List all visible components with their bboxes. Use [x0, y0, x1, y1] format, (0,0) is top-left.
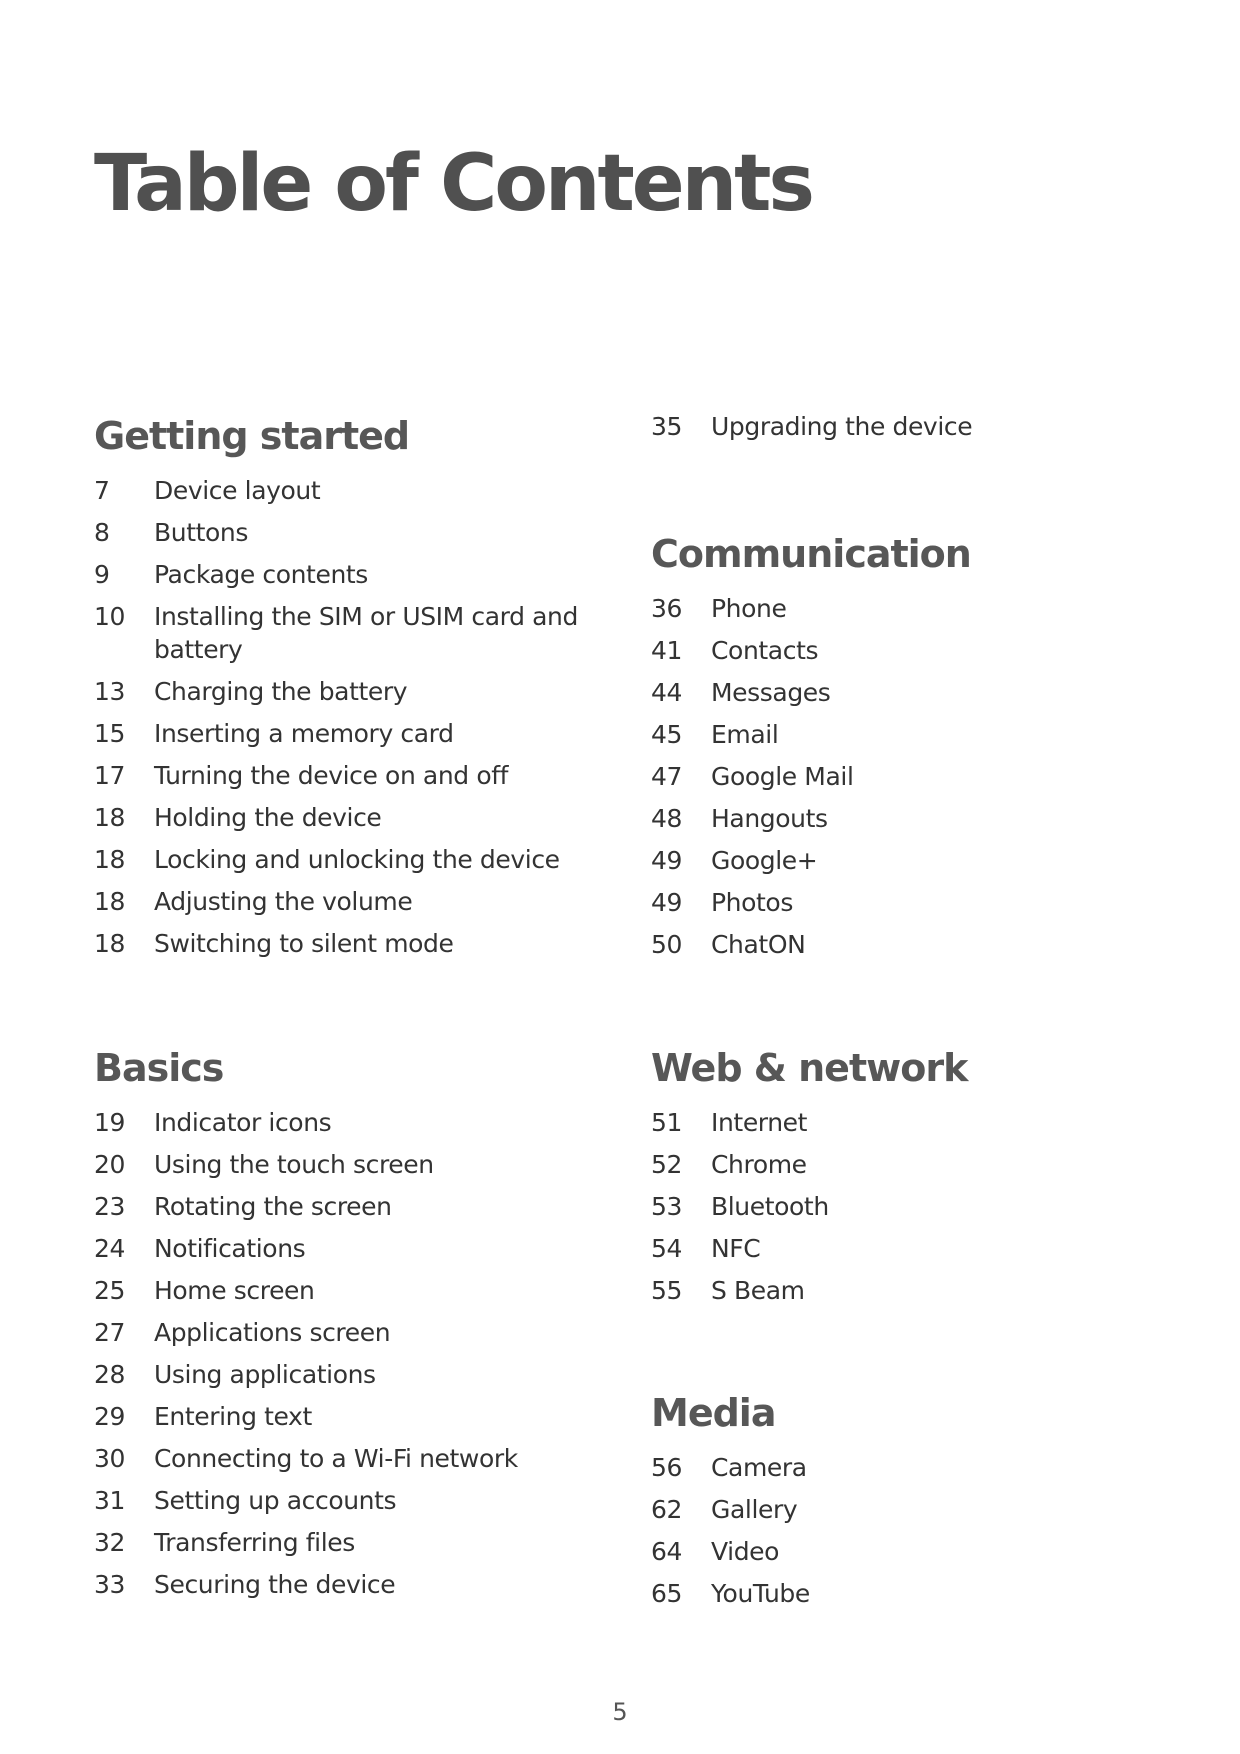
- toc-entry-label: Phone: [711, 594, 787, 623]
- toc-entry-label: Using the touch screen: [154, 1150, 434, 1179]
- toc-entry-label: Buttons: [154, 518, 248, 547]
- section-communication: [651, 528, 1171, 970]
- toc-entry-label: Home screen: [154, 1276, 315, 1305]
- toc-page-number: 18: [94, 929, 126, 958]
- section-title: Media: [651, 1391, 776, 1435]
- toc-page-number: 23: [94, 1192, 126, 1221]
- toc-entry-label: Securing the device: [154, 1570, 396, 1599]
- toc-entry[interactable]: [651, 1577, 1171, 1610]
- toc-entry-label: Adjusting the volume: [154, 887, 413, 916]
- toc-page-number: 18: [94, 803, 126, 832]
- toc-entry-label: Installing the SIM or USIM card and battery: [154, 602, 578, 664]
- toc-page-number: 49: [651, 888, 683, 917]
- toc-entry[interactable]: [651, 1535, 1171, 1568]
- toc-entry-label: Google Mail: [711, 762, 854, 791]
- toc-entry[interactable]: [651, 1451, 1171, 1484]
- toc-entry[interactable]: [94, 1442, 614, 1475]
- toc-entry-label: Chrome: [711, 1150, 807, 1179]
- toc-entry-label: Contacts: [711, 636, 819, 665]
- toc-page-number: 28: [94, 1360, 126, 1389]
- toc-entry[interactable]: [94, 675, 614, 708]
- toc-entry-label: Device layout: [154, 476, 321, 505]
- toc-page-number: 48: [651, 804, 683, 833]
- toc-page-number: 53: [651, 1192, 683, 1221]
- toc-entry-label: S Beam: [711, 1276, 805, 1305]
- toc-page-number: 49: [651, 846, 683, 875]
- toc-page-number: 64: [651, 1537, 683, 1566]
- toc-entry[interactable]: [651, 760, 1171, 793]
- toc-entry-label: Video: [711, 1537, 780, 1566]
- page-number: 5: [612, 1698, 628, 1726]
- toc-list: [94, 1106, 614, 1601]
- toc-page-number: 35: [651, 412, 683, 441]
- toc-entry[interactable]: [94, 885, 614, 918]
- toc-page-number: 19: [94, 1108, 126, 1137]
- section-media: [651, 1387, 1171, 1619]
- toc-entry-label: Gallery: [711, 1495, 798, 1524]
- toc-entry-label: Locking and unlocking the device: [154, 845, 560, 874]
- toc-entry[interactable]: [94, 1400, 614, 1433]
- page-title: Table of Contents: [94, 139, 812, 229]
- toc-page-number: 29: [94, 1402, 126, 1431]
- toc-entry[interactable]: [94, 1232, 614, 1265]
- toc-entry[interactable]: [651, 718, 1171, 751]
- toc-page-number: 51: [651, 1108, 683, 1137]
- toc-entry[interactable]: [94, 927, 614, 960]
- toc-entry[interactable]: [651, 592, 1171, 625]
- toc-entry-label: Package contents: [154, 560, 368, 589]
- section-web-network: [651, 1042, 1171, 1316]
- toc-page-number: 31: [94, 1486, 126, 1515]
- toc-page-number: 10: [94, 602, 126, 631]
- toc-entry[interactable]: [94, 474, 614, 507]
- toc-entry[interactable]: [651, 1493, 1171, 1526]
- toc-entry[interactable]: [94, 843, 614, 876]
- toc-list: [94, 474, 614, 960]
- toc-page-number: 13: [94, 677, 126, 706]
- toc-entry[interactable]: [651, 676, 1171, 709]
- toc-page-number: 62: [651, 1495, 683, 1524]
- toc-entry-label: Hangouts: [711, 804, 828, 833]
- toc-entry-label: Connecting to a Wi-Fi network: [154, 1444, 518, 1473]
- toc-page-number: 25: [94, 1276, 126, 1305]
- toc-entry[interactable]: [94, 1274, 614, 1307]
- toc-entry-label: Turning the device on and off: [154, 761, 509, 790]
- toc-entry[interactable]: [651, 1106, 1171, 1139]
- toc-entry[interactable]: [651, 928, 1171, 961]
- toc-page-number: 20: [94, 1150, 126, 1179]
- section-continued: [651, 410, 1171, 452]
- section-title: Communication: [651, 532, 971, 576]
- toc-entry[interactable]: [94, 1484, 614, 1517]
- toc-entry[interactable]: [94, 1106, 614, 1139]
- toc-entry-label: Holding the device: [154, 803, 382, 832]
- toc-entry[interactable]: [94, 1568, 614, 1601]
- toc-entry-label: Internet: [711, 1108, 808, 1137]
- toc-entry[interactable]: [651, 802, 1171, 835]
- toc-entry-label: YouTube: [711, 1579, 810, 1608]
- toc-entry[interactable]: [94, 1526, 614, 1559]
- toc-list: [651, 1106, 1171, 1307]
- toc-entry[interactable]: [94, 600, 614, 666]
- section-title: Basics: [94, 1046, 224, 1090]
- toc-page-number: 33: [94, 1570, 126, 1599]
- section-title: Web & network: [651, 1046, 968, 1090]
- section-getting-started: [94, 410, 614, 969]
- toc-entry-label: Indicator icons: [154, 1108, 332, 1137]
- toc-entry[interactable]: [94, 1358, 614, 1391]
- toc-page-number: 8: [94, 518, 110, 547]
- toc-entry[interactable]: [651, 1148, 1171, 1181]
- section-title: Getting started: [94, 414, 410, 458]
- toc-entry[interactable]: [651, 844, 1171, 877]
- toc-page-number: 15: [94, 719, 126, 748]
- toc-entry-label: Notifications: [154, 1234, 306, 1263]
- toc-entry[interactable]: [94, 801, 614, 834]
- toc-page-number: 56: [651, 1453, 683, 1482]
- toc-page-number: 18: [94, 887, 126, 916]
- toc-page-number: 7: [94, 476, 110, 505]
- toc-entry-label: Entering text: [154, 1402, 312, 1431]
- toc-entry-label: ChatON: [711, 930, 806, 959]
- toc-page-number: 32: [94, 1528, 126, 1557]
- toc-entry[interactable]: [651, 634, 1171, 667]
- toc-entry[interactable]: [94, 1190, 614, 1223]
- toc-entry-label: NFC: [711, 1234, 761, 1263]
- toc-entry[interactable]: [94, 1148, 614, 1181]
- toc-entry-label: Photos: [711, 888, 793, 917]
- toc-list: [651, 592, 1171, 961]
- toc-page-number: 55: [651, 1276, 683, 1305]
- toc-entry[interactable]: [94, 759, 614, 792]
- toc-entry-label: Using applications: [154, 1360, 376, 1389]
- toc-entry-label: Bluetooth: [711, 1192, 829, 1221]
- toc-entry-label: Applications screen: [154, 1318, 391, 1347]
- toc-page-number: 50: [651, 930, 683, 959]
- toc-entry[interactable]: [651, 886, 1171, 919]
- toc-list: [651, 410, 1171, 443]
- toc-entry-label: Camera: [711, 1453, 807, 1482]
- toc-entry-label: Messages: [711, 678, 831, 707]
- toc-page-number: 65: [651, 1579, 683, 1608]
- toc-page-number: 47: [651, 762, 683, 791]
- toc-entry-label: Charging the battery: [154, 677, 408, 706]
- toc-page-number: 24: [94, 1234, 126, 1263]
- toc-entry[interactable]: [651, 1274, 1171, 1307]
- toc-page-number: 44: [651, 678, 683, 707]
- toc-entry[interactable]: [651, 410, 1171, 443]
- toc-entry[interactable]: [94, 1316, 614, 1349]
- toc-entry-label: Email: [711, 720, 779, 749]
- toc-entry[interactable]: [651, 1232, 1171, 1265]
- toc-page-number: 9: [94, 560, 110, 589]
- toc-entry-label: Setting up accounts: [154, 1486, 397, 1515]
- toc-page-number: 17: [94, 761, 126, 790]
- toc-entry-label: Rotating the screen: [154, 1192, 392, 1221]
- toc-entry[interactable]: [94, 558, 614, 591]
- section-basics: [94, 1042, 614, 1610]
- toc-page-number: 27: [94, 1318, 126, 1347]
- toc-page-number: 36: [651, 594, 683, 623]
- toc-page-number: 54: [651, 1234, 683, 1263]
- toc-entry[interactable]: [94, 717, 614, 750]
- toc-page-number: 30: [94, 1444, 126, 1473]
- toc-page-number: 52: [651, 1150, 683, 1179]
- toc-page-number: 18: [94, 845, 126, 874]
- toc-entry-label: Switching to silent mode: [154, 929, 454, 958]
- toc-entry-label: Upgrading the device: [711, 412, 973, 441]
- toc-entry-label: Google+: [711, 846, 818, 875]
- toc-entry-label: Transferring files: [154, 1528, 355, 1557]
- toc-list: [651, 1451, 1171, 1610]
- toc-entry[interactable]: [651, 1190, 1171, 1223]
- toc-page-number: 41: [651, 636, 683, 665]
- toc-entry[interactable]: [94, 516, 614, 549]
- toc-entry-label: Inserting a memory card: [154, 719, 454, 748]
- toc-page-number: 45: [651, 720, 683, 749]
